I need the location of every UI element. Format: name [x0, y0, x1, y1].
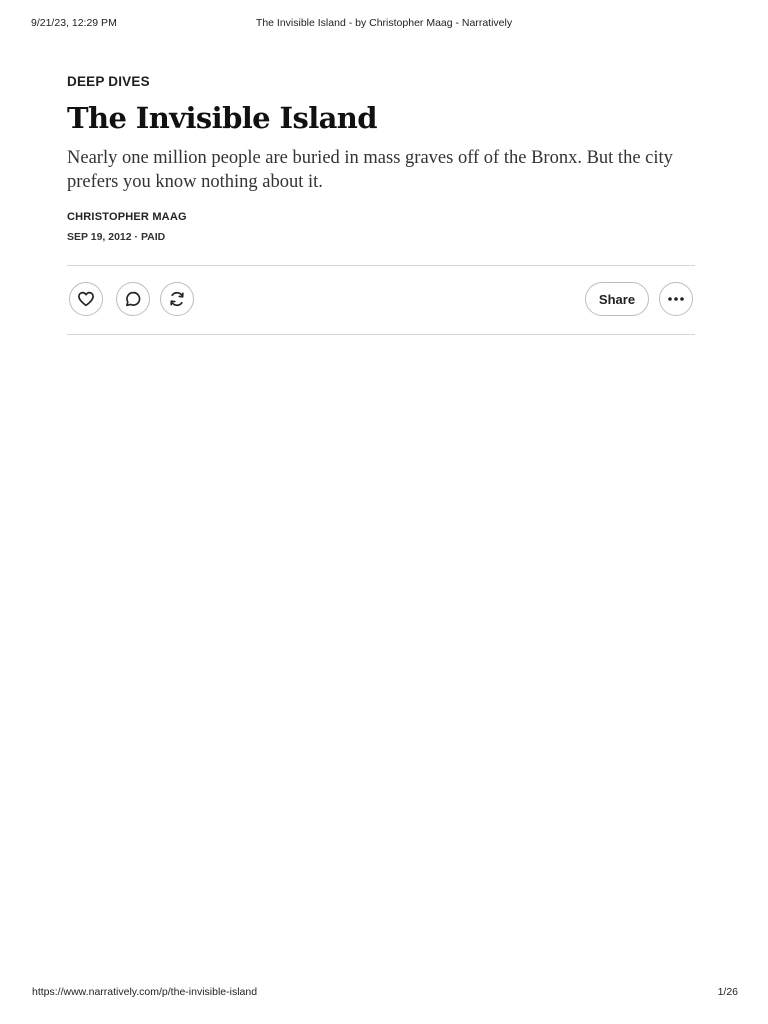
author-name[interactable]: CHRISTOPHER MAAG [67, 211, 187, 223]
article-subtitle: Nearly one million people are buried in mass graves off of the Bronx. But the city prefers you know nothing about it. [67, 148, 673, 192]
article-header [67, 72, 695, 244]
post-action-bar [67, 282, 695, 318]
divider-top [67, 265, 695, 266]
print-datetime: 9/21/23, 12:29 PM [31, 17, 117, 29]
section-label[interactable]: DEEP DIVES [67, 74, 150, 89]
comment-button[interactable] [116, 282, 150, 316]
heart-icon [77, 290, 95, 308]
post-meta: SEP 19, 2012 · PAID [67, 231, 166, 243]
divider-bottom [67, 334, 695, 335]
print-page-title: The Invisible Island - by Christopher Maag - Narratively [255, 17, 513, 29]
restack-button[interactable] [160, 282, 194, 316]
print-page-number: 1/26 [717, 986, 738, 998]
ellipsis-icon [667, 296, 685, 302]
article-title: The Invisible Island [67, 101, 377, 135]
print-url: https://www.narratively.com/p/the-invisible-island [32, 986, 258, 998]
print-footer [0, 986, 768, 1002]
comment-icon [124, 290, 142, 308]
restack-icon [168, 290, 186, 308]
share-button[interactable]: Share [585, 282, 649, 316]
print-header [0, 17, 768, 33]
more-options-button[interactable] [659, 282, 693, 316]
like-button[interactable] [69, 282, 103, 316]
